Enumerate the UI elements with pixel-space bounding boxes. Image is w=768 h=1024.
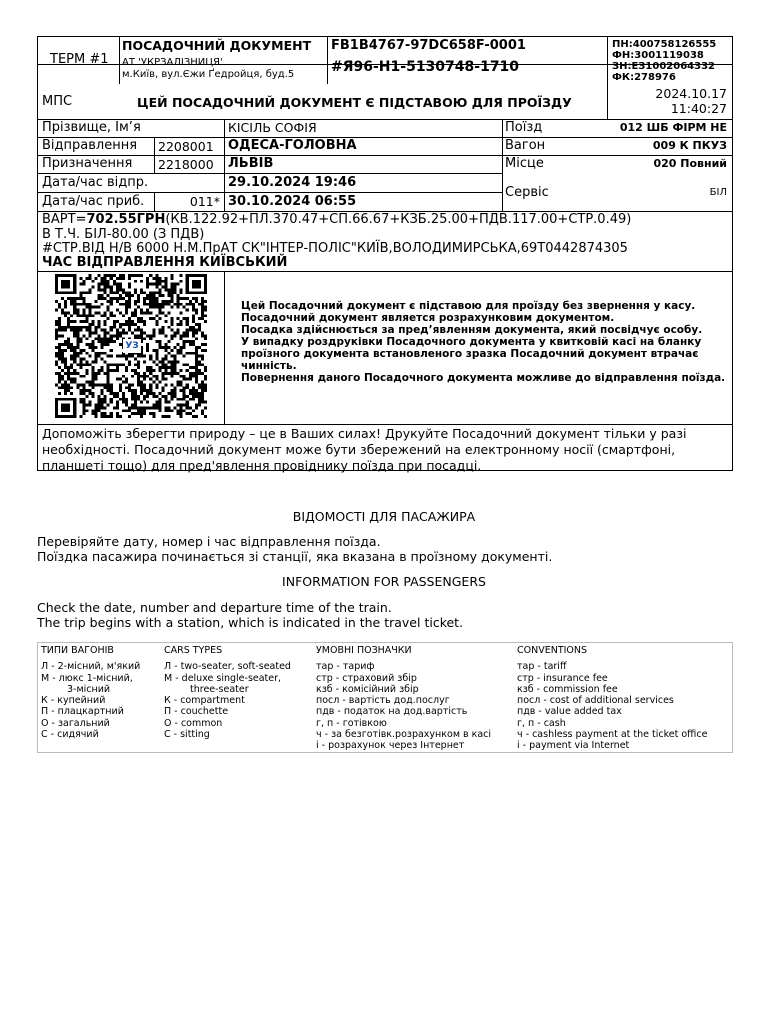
notice-line: У випадку роздруківки Посадочного документа у квитковій касі на бланку проїзного документа встановленого зразка Посадочний документ втрачає чинність. bbox=[241, 336, 702, 372]
validity-note: ЦЕЙ ПОСАДОЧНИЙ ДОКУМЕНТ Є ПІДСТАВОЮ ДЛЯ ПРОЇЗДУ bbox=[137, 95, 572, 110]
departure-datetime-label: Дата/час відпр. bbox=[42, 175, 149, 190]
service-label: Сервіс bbox=[505, 185, 549, 200]
info-en-line: The trip begins with a station, which is indicated in the travel ticket. bbox=[37, 615, 464, 630]
legend-heading: CARS TYPES bbox=[164, 645, 223, 656]
departure-code: 2208001 bbox=[158, 139, 214, 154]
legend-item: кзб - commission fee bbox=[517, 683, 618, 695]
legend-item: К - compartment bbox=[164, 695, 245, 707]
price-prefix: ВАРТ= bbox=[42, 212, 87, 227]
legend-item: П - плацкартний bbox=[41, 706, 124, 718]
legend-item: Л - two-seater, soft-seated bbox=[164, 661, 291, 673]
price-amount: 702.55ГРН bbox=[86, 212, 166, 227]
legend-item: пдв - податок на дод.вартість bbox=[316, 706, 468, 718]
divider bbox=[119, 37, 120, 84]
ticket-notice bbox=[241, 300, 731, 384]
eco-note-text: Допоможіть зберегти природу – це в Ваших силах! Друкуйте Посадочний документ тільки у разі необхідності. Посадочний документ може бути збережений на електронному носії (смартфоні, планшеті тощо) для пред'явлення провіднику поїзда при посадці. bbox=[42, 426, 687, 473]
legend-item: стр - страховий збір bbox=[316, 672, 417, 684]
divider bbox=[38, 155, 732, 156]
divider bbox=[154, 137, 155, 173]
vat-line: В Т.Ч. БІЛ-80.00 (З ПДВ) bbox=[42, 227, 205, 242]
departure-station: ОДЕСА-ГОЛОВНА bbox=[228, 138, 357, 153]
seat-label: Місце bbox=[505, 156, 544, 171]
divider bbox=[38, 173, 502, 174]
info-ua-title: ВІДОМОСТІ ДЛЯ ПАСАЖИРА bbox=[292, 509, 476, 524]
info-en-line: Check the date, number and departure time of the train. bbox=[37, 600, 392, 615]
document-id: FB1B4767-97DC658F-0001 bbox=[331, 38, 526, 53]
timezone-note: ЧАС ВІДПРАВЛЕННЯ КИЇВСЬКИЙ bbox=[42, 255, 288, 270]
divider bbox=[154, 192, 155, 211]
terminal-label: ТЕРМ #1 bbox=[50, 52, 109, 67]
doc-type: ПОСАДОЧНИЙ ДОКУМЕНТ bbox=[122, 38, 312, 53]
legend-item: П - couchette bbox=[164, 706, 229, 718]
insurance-line: #СТР.ВІД Н/В 6000 Н.М.ПрАТ СК"ІНТЕР-ПОЛІС"КИЇВ,ВОЛОДИМИРСЬКА,69Т0442874305 bbox=[42, 241, 628, 256]
legend-item: стр - insurance fee bbox=[517, 672, 608, 684]
divider bbox=[38, 424, 732, 425]
legend-heading: ТИПИ ВАГОНІВ bbox=[41, 645, 114, 656]
uz-logo-icon: УЗ bbox=[123, 339, 141, 353]
arrival-datetime-label: Дата/час приб. bbox=[42, 194, 145, 209]
legend-item: М - deluxe single-seater, bbox=[164, 672, 282, 684]
legend-item: ч - cashless payment at the ticket office bbox=[517, 729, 708, 741]
car-label: Вагон bbox=[505, 138, 546, 153]
legend-item: Л - 2-місний, м'який bbox=[41, 661, 141, 673]
notice-line: Посадка здійснюється за пред’явленням документа, який посвідчує особу. bbox=[241, 324, 703, 336]
destination-label: Призначення bbox=[42, 156, 133, 171]
fiscal-zn: ЗН:ЕЗ1002064332 bbox=[612, 61, 715, 72]
legend-item: three-seater bbox=[190, 683, 249, 695]
arrival-datetime: 30.10.2024 06:55 bbox=[228, 194, 357, 209]
divider bbox=[224, 119, 225, 211]
fiscal-fk: ФК:278976 bbox=[612, 72, 676, 83]
info-ua-line: Перевіряйте дату, номер і час відправлення поїзда. bbox=[37, 534, 381, 549]
legend-item: тар - тариф bbox=[316, 661, 375, 673]
legend-table bbox=[37, 642, 733, 753]
info-ua-line: Поїздка пасажира починається зі станції, яка вказана в проїзному документі. bbox=[37, 549, 553, 564]
info-ua-body bbox=[37, 534, 552, 564]
info-en-body bbox=[37, 600, 463, 630]
legend-item: ч - за безготівк.розрахунком в касі bbox=[316, 729, 492, 741]
info-en-title: INFORMATION FOR PASSENGERS bbox=[282, 574, 486, 589]
company-name: АТ 'УКРЗАЛІЗНИЦЯ' bbox=[122, 57, 223, 68]
divider bbox=[607, 37, 608, 84]
issue-time: 11:40:27 bbox=[670, 101, 727, 116]
divider bbox=[38, 137, 732, 138]
divider bbox=[607, 84, 608, 119]
mps-label: МПС bbox=[42, 94, 73, 109]
legend-car-types-en bbox=[164, 645, 291, 740]
legend-item: посл - вартість дод.послуг bbox=[316, 695, 450, 707]
company-address: м.Київ, вул.Єжи Ґедройця, буд.5 bbox=[122, 69, 295, 80]
ticket-number: #Я96-Н1-5130748-1710 bbox=[331, 59, 520, 75]
seat-value: 020 Повний bbox=[653, 157, 727, 170]
destination-station: ЛЬВІВ bbox=[228, 156, 274, 171]
legend-item: С - sitting bbox=[164, 729, 210, 741]
legend-item: кзб - комісійний збір bbox=[316, 683, 419, 695]
legend-item: г, п - cash bbox=[517, 717, 566, 729]
train-label: Поїзд bbox=[505, 120, 543, 135]
divider bbox=[38, 119, 732, 120]
legend-item: О - common bbox=[164, 717, 223, 729]
service-value: БІЛ bbox=[709, 187, 727, 198]
legend-item: К - купейний bbox=[41, 695, 106, 707]
legend-conventions-ua bbox=[316, 645, 491, 752]
boarding-ticket bbox=[37, 36, 733, 471]
legend-item: і - розрахунок через Інтернет bbox=[316, 740, 465, 752]
divider bbox=[38, 192, 502, 193]
departure-datetime: 29.10.2024 19:46 bbox=[228, 175, 357, 190]
issue-date: 2024.10.17 bbox=[655, 86, 727, 101]
legend-conventions-en bbox=[517, 645, 707, 752]
car-value: 009 К ПКУЗ bbox=[652, 139, 727, 152]
eco-note bbox=[42, 426, 730, 474]
notice-line: Цей Посадочний документ є підставою для проїзду без звернення у касу. bbox=[241, 300, 696, 312]
passenger-name: КІСІЛЬ СОФІЯ bbox=[228, 120, 317, 135]
legend-item: і - payment via Internet bbox=[517, 740, 630, 752]
divider bbox=[224, 271, 225, 424]
price-line bbox=[42, 213, 631, 228]
divider bbox=[38, 271, 732, 272]
arrival-mark: 011* bbox=[189, 194, 220, 209]
legend-item: пдв - value added tax bbox=[517, 706, 622, 718]
legend-item: г, п - готівкою bbox=[316, 717, 387, 729]
fiscal-fn: ФН:3001119038 bbox=[612, 50, 704, 61]
legend-item: 3-місний bbox=[67, 683, 111, 695]
legend-item: тар - tariff bbox=[517, 661, 567, 673]
train-value: 012 ШБ ФІРМ НЕ bbox=[619, 121, 727, 134]
legend-heading: УМОВНІ ПОЗНАЧКИ bbox=[316, 645, 412, 656]
price-breakdown: (КВ.122.92+ПЛ.370.47+СП.66.67+КЗБ.25.00+ПДВ.117.00+СТР.0.49) bbox=[165, 212, 632, 227]
notice-line: Посадочний документ является розрахунковим документом. bbox=[241, 312, 615, 324]
notice-line: Повернення даного Посадочного документа можливе до відправлення поїзда. bbox=[241, 372, 726, 384]
divider bbox=[502, 119, 503, 211]
fiscal-pn: ПН:400758126555 bbox=[612, 39, 717, 50]
departure-label: Відправлення bbox=[42, 138, 138, 153]
destination-code: 2218000 bbox=[158, 157, 214, 172]
legend-item: О - загальний bbox=[41, 717, 110, 729]
name-label: Прізвище, Ім’я bbox=[42, 120, 141, 135]
legend-item: посл - cost of additional services bbox=[517, 695, 674, 707]
divider bbox=[327, 37, 328, 84]
legend-heading: CONVENTIONS bbox=[517, 645, 588, 656]
legend-item: С - сидячий bbox=[41, 729, 99, 741]
legend-item: М - люкс 1-місний, bbox=[41, 672, 133, 684]
legend-car-types-ua bbox=[41, 645, 140, 740]
